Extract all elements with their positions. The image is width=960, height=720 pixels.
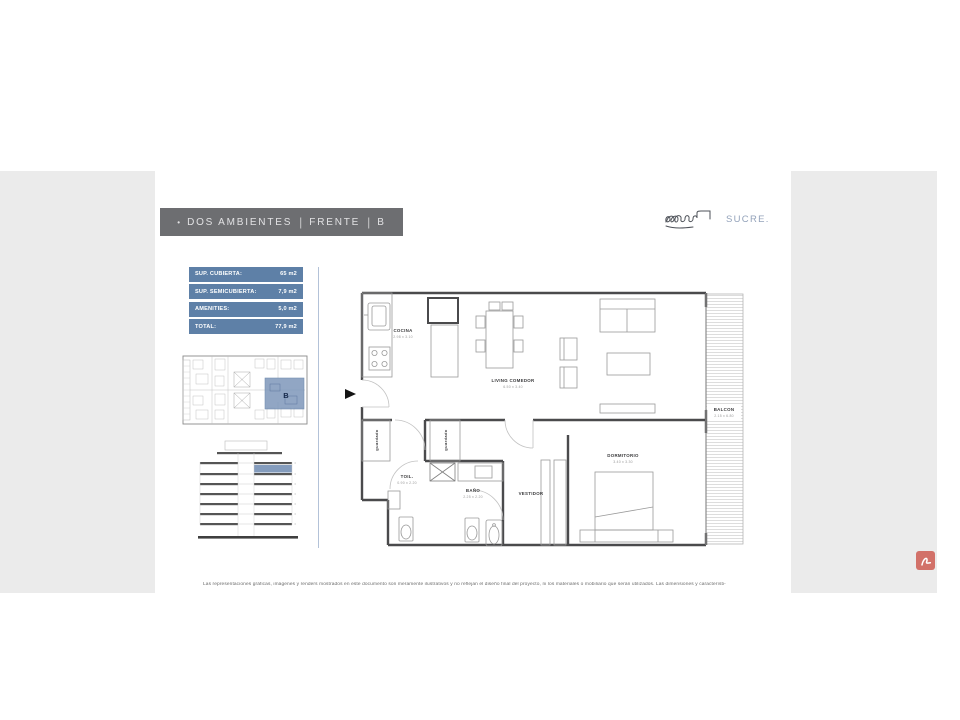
signature-scribble-icon xyxy=(663,206,725,232)
walls xyxy=(362,293,706,545)
title-separator: | xyxy=(299,215,303,229)
table-row xyxy=(189,302,303,317)
pdf-acrobat-icon xyxy=(918,553,933,568)
room-dim-dormitorio: 3.40 x 3.30 xyxy=(613,460,633,464)
section-highlight-floor xyxy=(254,465,292,473)
living-furniture xyxy=(560,299,655,413)
closet-label-2: guardado xyxy=(443,429,448,451)
area-value: 7,9 m2 xyxy=(278,288,297,295)
room-dim-bano: 2.25 x 2.20 xyxy=(463,495,483,499)
apartment-floor-plan xyxy=(355,285,750,550)
area-label: SUP. SEMICUBIERTA: xyxy=(195,288,257,295)
room-label-toilette: TOIL. xyxy=(400,474,414,479)
title-separator: | xyxy=(367,215,371,229)
area-label: SUP. CUBIERTA: xyxy=(195,271,243,278)
room-dim-cocina: 2.98 x 3.10 xyxy=(393,335,413,339)
viewer-background-left xyxy=(0,171,155,593)
room-label-dormitorio: DORMITORIO xyxy=(607,453,639,458)
section-parapet xyxy=(225,441,267,450)
table-row xyxy=(189,284,303,299)
plan-title-bar xyxy=(160,208,403,236)
title-unit-type: DOS AMBIENTES xyxy=(187,216,293,228)
room-label-bano: BAÑO xyxy=(465,488,481,493)
room-dim-toilette: 0.90 x 2.20 xyxy=(397,481,417,485)
room-dim-living: 6.50 x 3.40 xyxy=(503,385,523,389)
brand-name: SUCRE. xyxy=(726,213,770,225)
room-label-cocina: COCINA xyxy=(393,328,413,333)
bedroom-furniture xyxy=(580,472,673,542)
table-row xyxy=(189,267,303,282)
building-section-diagram xyxy=(198,440,298,543)
toilette-fixtures xyxy=(388,491,413,541)
vertical-divider xyxy=(318,267,319,548)
title-bullet-icon: • xyxy=(177,217,181,227)
title-unit-letter: B xyxy=(377,216,386,228)
title-orientation: FRENTE xyxy=(309,216,361,228)
document-page xyxy=(159,171,790,593)
unit-b-label: B xyxy=(283,391,289,400)
area-summary-table xyxy=(189,267,303,337)
area-label: TOTAL: xyxy=(195,323,217,330)
closets xyxy=(362,420,566,545)
structural-column xyxy=(428,298,458,323)
legal-disclaimer: Las representaciones gráficas, imágenes y renders mostrados en este documento son meramente ilustrativos y no reflejan el diseño final del proyecto, ni los materiales o mobiliario que serán utilizados. Las dimensiones y característi- xyxy=(203,582,726,587)
section-floors xyxy=(200,452,296,536)
bathroom-fixtures xyxy=(430,463,503,546)
brand-logo xyxy=(663,204,778,234)
unit-b-highlight xyxy=(265,378,304,409)
closet-label-1: guardado xyxy=(374,429,379,451)
room-label-balcon: BALCON xyxy=(713,407,735,412)
room-label-living: LIVING COMEDOR xyxy=(491,378,535,383)
room-dim-balcon: 2.15 x 6.80 xyxy=(714,414,734,418)
section-ground-line xyxy=(198,536,298,539)
area-value: 5,0 m2 xyxy=(278,306,297,313)
table-row xyxy=(189,319,303,334)
floorplate-key-plan xyxy=(182,352,308,428)
area-value: 65 m2 xyxy=(280,271,297,278)
area-value: 77,9 m2 xyxy=(275,323,297,330)
pdf-download-button[interactable] xyxy=(916,551,935,570)
balcony-area xyxy=(706,294,743,544)
room-label-vestidor: VESTIDOR xyxy=(518,491,544,496)
dining-set xyxy=(476,302,523,368)
viewer-background-right xyxy=(791,171,937,593)
area-label: AMENITIES: xyxy=(195,306,230,313)
